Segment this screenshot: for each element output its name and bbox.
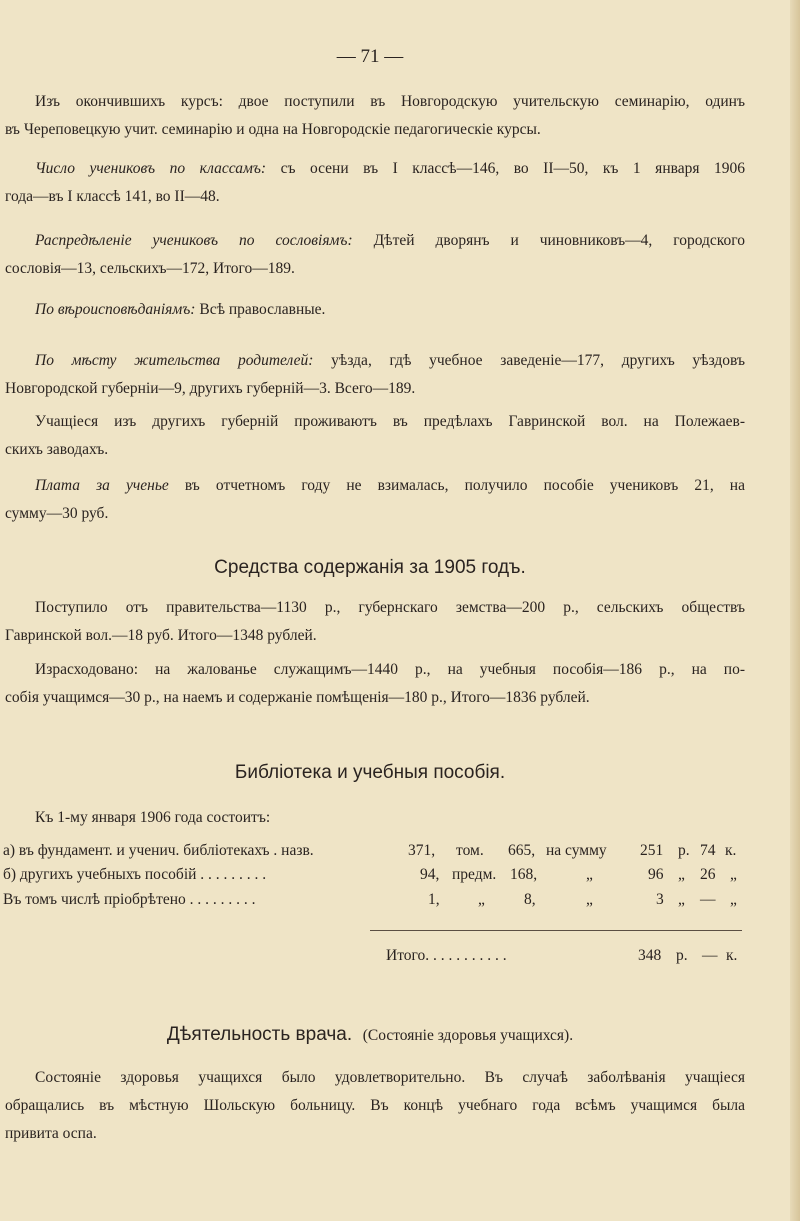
text-line: По вѣроисповѣданіямъ: Всѣ православные.	[35, 301, 326, 318]
total-cell: —	[702, 947, 718, 964]
table-cell: 26	[700, 866, 716, 883]
text-line: скихъ заводахъ.	[5, 441, 109, 458]
library-heading: Библіотека и учебныя пособія.	[234, 762, 506, 783]
page-edge	[790, 0, 800, 1221]
estates-paragraph	[5, 227, 745, 283]
other-gubernia-paragraph	[5, 408, 745, 464]
funds-heading: Средства содержанія за 1905 годъ.	[214, 557, 526, 578]
graduates-paragraph	[5, 88, 745, 144]
text-line: Къ 1-му января 1906 года состоитъ:	[35, 809, 271, 826]
table-cell: „	[730, 891, 737, 908]
text-line: года—въ I классѣ 141, во II—48.	[5, 188, 220, 205]
total-label: Итого. . . . . . . . . . .	[386, 947, 507, 964]
total-cell: к.	[726, 947, 738, 964]
table-cell: 1,	[428, 891, 440, 908]
table-cell: на сумму	[546, 842, 607, 859]
religion-paragraph	[5, 296, 745, 324]
fee-paragraph	[5, 472, 745, 528]
italic-label: Плата за ученье	[35, 477, 169, 494]
text-line: Число учениковъ по классамъ: съ осени въ I классѣ—146, во II—50, къ 1 января 1906	[35, 160, 745, 177]
table-cell: 94,	[420, 866, 440, 883]
text-line: Израсходовано: на жалованье служащимъ—1440 р., на учебныя пособія—186 р., на по-	[35, 661, 745, 678]
italic-label: Число учениковъ по классамъ:	[35, 160, 267, 177]
table-cell: 74	[700, 842, 716, 859]
text-line: Учащіеся изъ другихъ губерній проживаютъ въ предѣлахъ Гавринской вол. на Полежаев-	[35, 413, 745, 430]
doctor-heading	[0, 1024, 740, 1046]
table-cell: 371,	[408, 842, 436, 859]
library-intro	[5, 804, 745, 832]
text-line: По мѣсту жительства родителей: уѣзда, гдѣ учебное заведеніе—177, другихъ уѣздовъ	[35, 352, 745, 369]
table-cell: предм.	[452, 866, 497, 883]
text-line: въ Череповецкую учит. семинарію и одна на Новгородскіе педагогическіе курсы.	[5, 121, 541, 138]
table-cell: том.	[456, 842, 484, 859]
text-line: Поступило отъ правительства—1130 р., губернскаго земства—200 р., сельскихъ обществъ	[35, 599, 745, 616]
text-line: собія учащимся—30 р., на наемъ и содержаніе помѣщенія—180 р., Итого—1836 рублей.	[5, 689, 590, 706]
table-cell: „	[586, 866, 593, 883]
table-cell: 168,	[510, 866, 538, 883]
table-row-label: Въ томъ числѣ пріобрѣтено . . . . . . . . .	[3, 891, 256, 908]
income-paragraph	[5, 594, 745, 650]
italic-label: По вѣроисповѣданіямъ:	[35, 301, 196, 318]
table-cell: 96	[648, 866, 664, 883]
text-line: Новгородской губерніи—9, другихъ губерній—3. Всего—189.	[5, 380, 416, 397]
table-row-label: а) въ фундамент. и ученич. библіотекахъ . назв.	[3, 842, 314, 859]
table-cell: „	[478, 891, 485, 908]
text-line: сословія—13, сельскихъ—172, Итого—189.	[5, 260, 295, 277]
table-row-label: б) другихъ учебныхъ пособій . . . . . . . . .	[3, 866, 267, 883]
text-line: Гавринской вол.—18 руб. Итого—1348 рублей.	[5, 627, 317, 644]
table-cell: 665,	[508, 842, 536, 859]
text-line: Плата за ученье въ отчетномъ году не взималась, получило пособіе учениковъ 21, на	[35, 477, 745, 494]
table-cell: к.	[725, 842, 737, 859]
table-cell: —	[700, 891, 716, 908]
table-cell: 3	[656, 891, 664, 908]
text-line: привита оспа.	[5, 1125, 97, 1142]
table-cell: „	[678, 891, 685, 908]
table-cell: „	[678, 866, 685, 883]
total-cell: 348	[638, 947, 662, 964]
table-cell: р.	[678, 842, 690, 859]
table-cell: „	[586, 891, 593, 908]
text-line: сумму—30 руб.	[5, 505, 109, 522]
doctor-heading-title: Дѣятельность врача.	[166, 1024, 353, 1045]
italic-label: По мѣсту жительства родителей:	[35, 352, 314, 369]
total-cell: р.	[676, 947, 688, 964]
classes-paragraph	[5, 155, 745, 211]
table-cell: 251	[640, 842, 664, 859]
health-paragraph	[5, 1064, 745, 1148]
total-rule	[370, 930, 742, 931]
text-line: Распредѣленіе учениковъ по сословіямъ: Дѣтей дворянъ и чиновниковъ—4, городского	[35, 232, 746, 249]
table-cell: 8,	[524, 891, 536, 908]
table-cell: „	[730, 866, 737, 883]
page-number: — 71 —	[336, 46, 404, 67]
spent-paragraph	[5, 656, 745, 712]
text-line: Изъ окончившихъ курсъ: двое поступили въ Новгородскую учительскую семинарію, одинъ	[35, 93, 745, 110]
text-line: Состояніе здоровья учащихся было удовлетворительно. Въ случаѣ заболѣванія учащіеся	[35, 1069, 745, 1086]
residence-paragraph	[5, 347, 745, 403]
text-line: обращались въ мѣстную Шольскую больницу. Въ концѣ учебнаго года всѣмъ учащимся была	[5, 1097, 745, 1114]
italic-label: Распредѣленіе учениковъ по сословіямъ:	[35, 232, 353, 249]
doctor-heading-subtitle: (Состояніе здоровья учащихся).	[362, 1027, 574, 1044]
